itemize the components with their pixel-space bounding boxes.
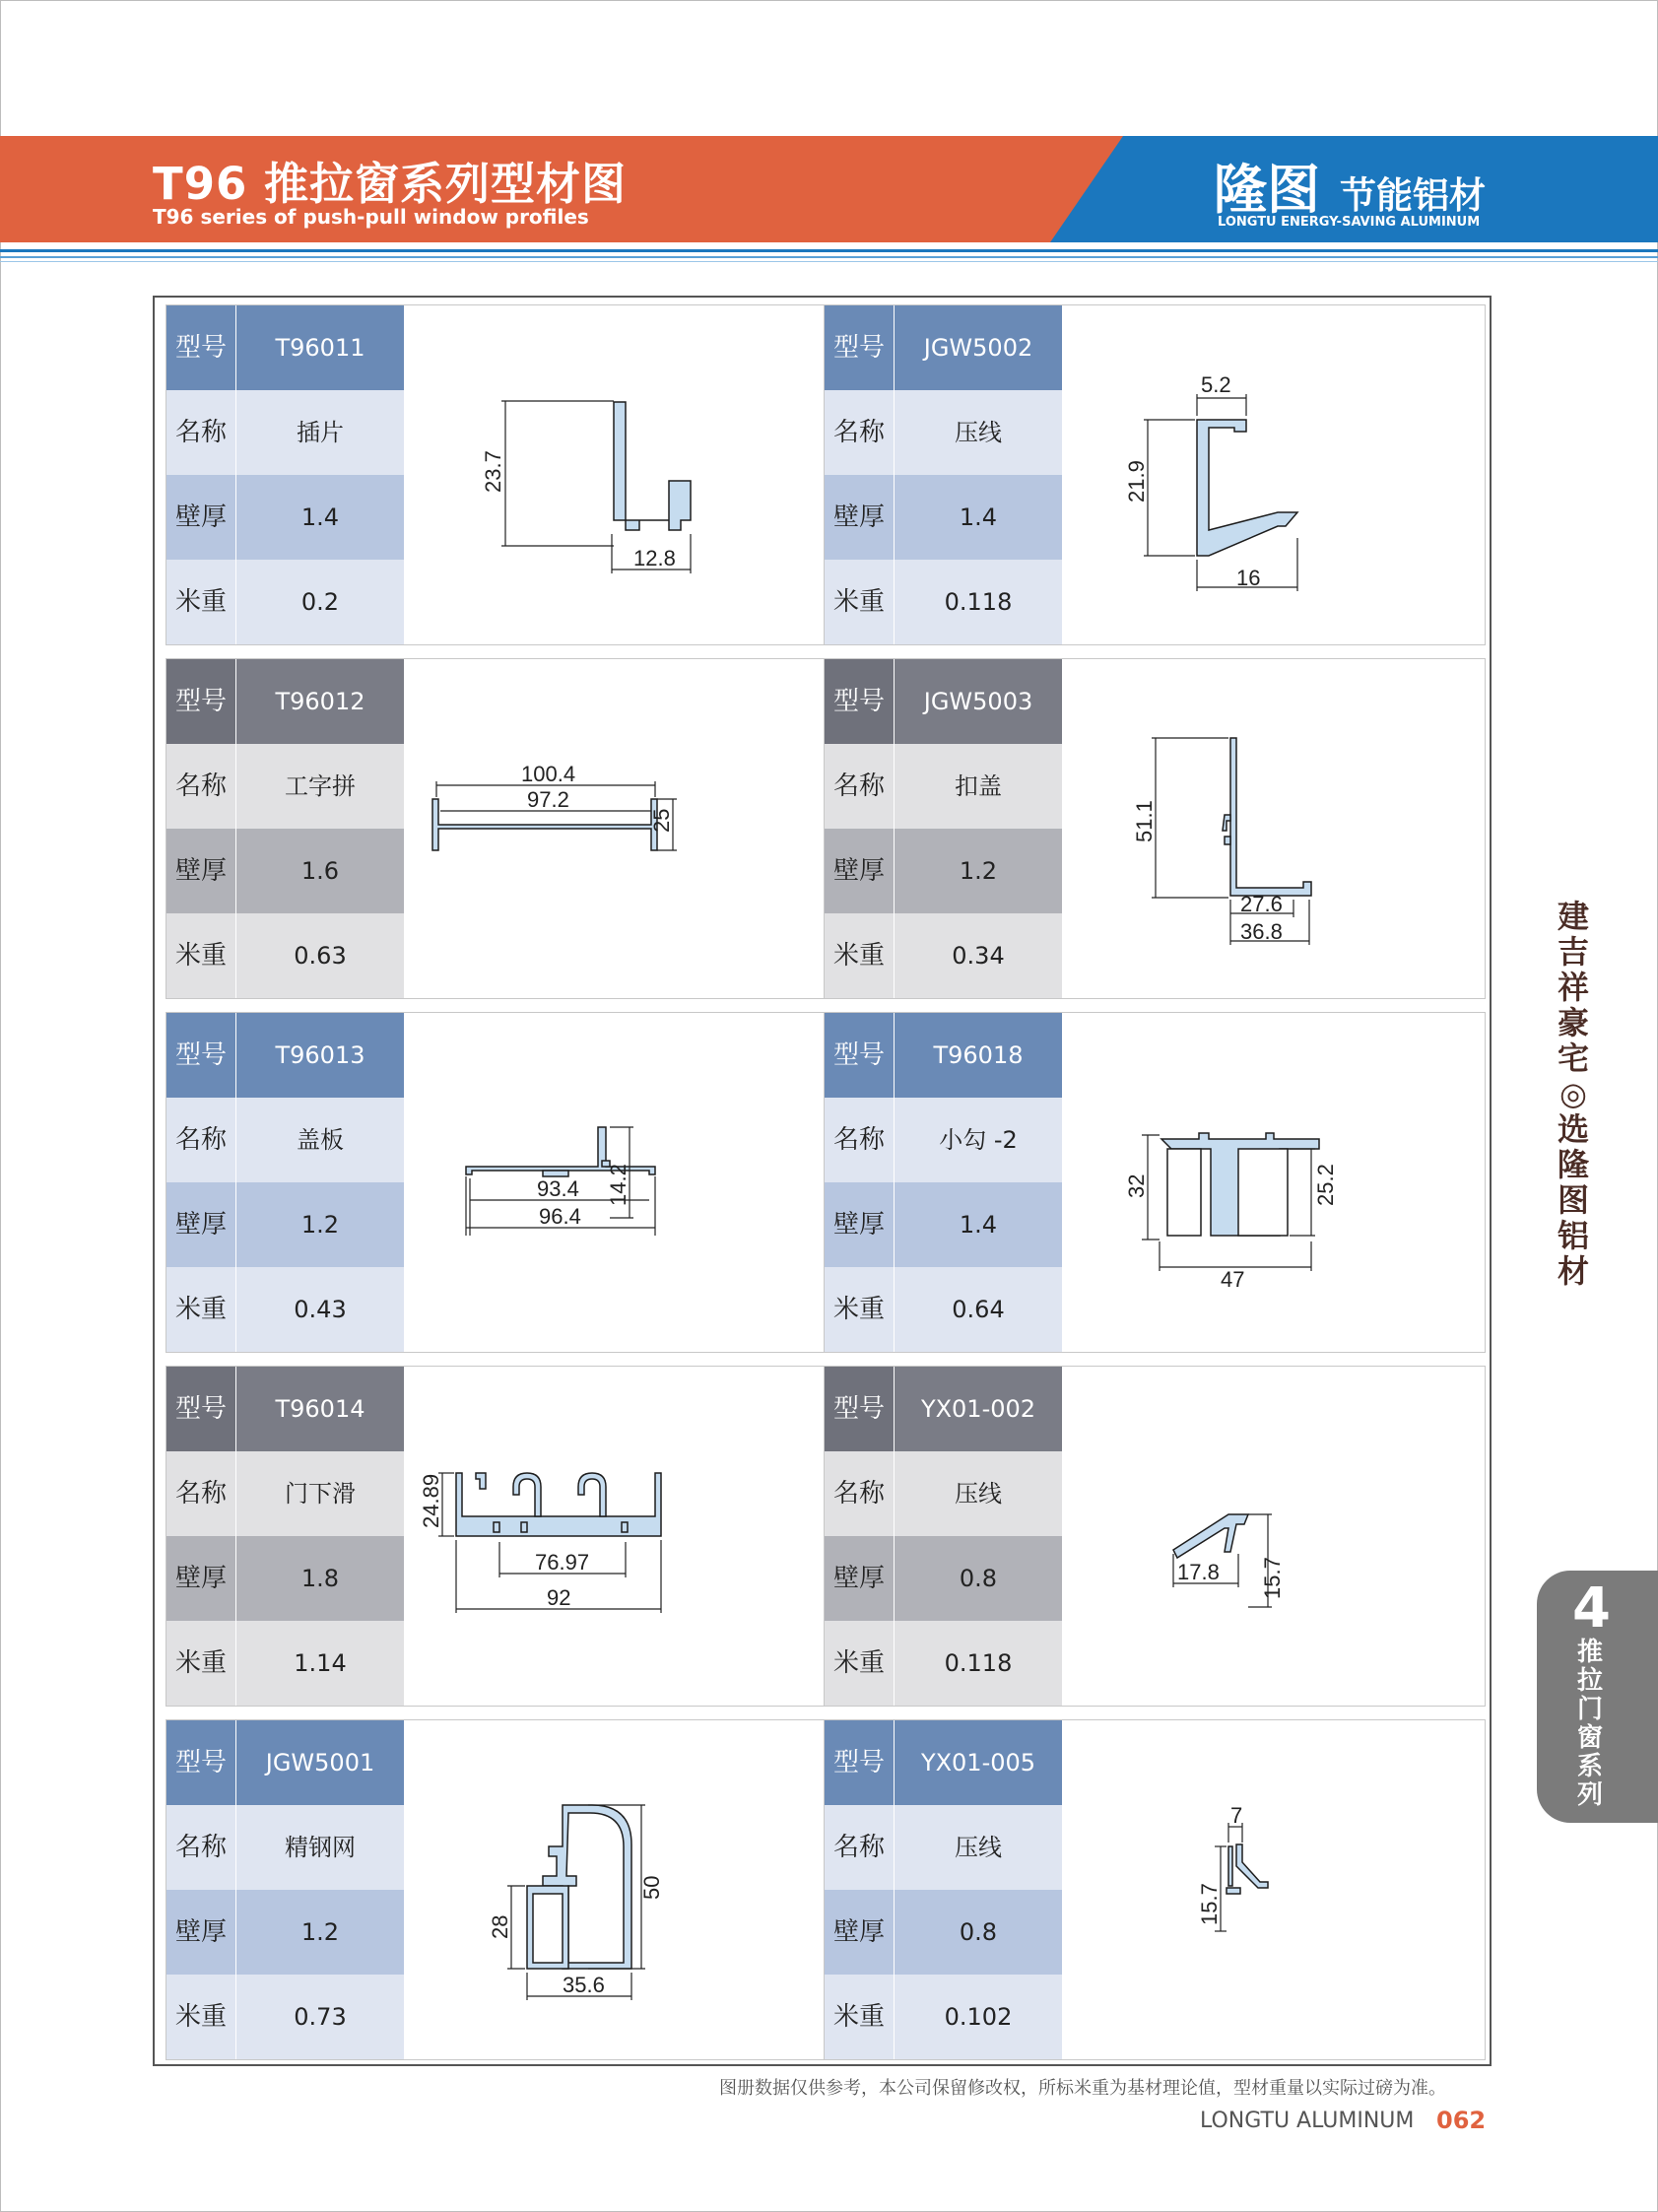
dimension-label: 25	[649, 808, 674, 833]
profile-grid	[153, 296, 1492, 2066]
name-label: 名称	[825, 1098, 894, 1182]
weight-label: 米重	[825, 560, 894, 644]
profile-card	[166, 304, 828, 645]
dimension-label: 15.7	[1260, 1557, 1285, 1599]
name-value: 盖板	[236, 1098, 404, 1182]
dimension-label: 36.8	[1240, 919, 1283, 944]
model-label: 型号	[825, 659, 894, 744]
thickness-value: 1.2	[236, 1182, 404, 1267]
profile-drawing	[1063, 1013, 1485, 1352]
profile-drawing	[405, 1367, 827, 1706]
profile-drawing	[1063, 305, 1485, 644]
dimension-label: 15.7	[1197, 1883, 1222, 1925]
dimension-label: 7	[1230, 1803, 1243, 1828]
profile-card	[824, 1719, 1486, 2060]
weight-value: 0.73	[236, 1975, 404, 2059]
dimension-label: 93.4	[537, 1176, 579, 1201]
name-value: 精钢网	[236, 1805, 404, 1890]
thickness-label: 壁厚	[825, 829, 894, 913]
name-label: 名称	[166, 1805, 235, 1890]
chapter-tab-number: 4	[1572, 1576, 1611, 1641]
weight-label: 米重	[166, 1621, 235, 1706]
dimension-label: 25.2	[1313, 1164, 1338, 1206]
model-value: T96018	[895, 1013, 1062, 1098]
profile-drawing	[405, 1013, 827, 1352]
weight-value: 1.14	[236, 1621, 404, 1706]
footer-brand: LONGTU ALUMINUM	[1200, 2109, 1415, 2133]
dimension-label: 92	[547, 1585, 571, 1610]
model-value: JGW5003	[895, 659, 1062, 744]
thickness-label: 壁厚	[825, 1890, 894, 1975]
profile-drawing	[405, 659, 827, 998]
model-label: 型号	[825, 1367, 894, 1451]
name-label: 名称	[825, 390, 894, 475]
weight-value: 0.34	[895, 913, 1062, 998]
profile-card	[824, 304, 1486, 645]
name-label: 名称	[825, 744, 894, 829]
thickness-value: 1.2	[895, 829, 1062, 913]
dimension-label: 14.2	[606, 1164, 630, 1206]
thickness-label: 壁厚	[825, 475, 894, 560]
weight-label: 米重	[166, 913, 235, 998]
name-label: 名称	[825, 1451, 894, 1536]
thickness-label: 壁厚	[166, 1890, 235, 1975]
chapter-tab-label: 推拉门窗系列	[1576, 1638, 1603, 1810]
weight-label: 米重	[166, 1975, 235, 2059]
profile-card	[166, 1366, 828, 1707]
model-label: 型号	[166, 659, 235, 744]
profile-card	[824, 658, 1486, 999]
dimension-label: 51.1	[1132, 800, 1157, 842]
dimension-label: 16	[1236, 566, 1261, 590]
weight-value: 0.64	[895, 1267, 1062, 1352]
dimension-label: 5.2	[1201, 372, 1231, 397]
dimension-label: 47	[1221, 1267, 1245, 1292]
name-label: 名称	[166, 390, 235, 475]
profile-card	[166, 658, 828, 999]
dimension-label: 27.6	[1240, 892, 1283, 916]
profile-drawing	[1063, 1720, 1485, 2059]
weight-value: 0.43	[236, 1267, 404, 1352]
name-value: 插片	[236, 390, 404, 475]
header-rule	[0, 261, 1658, 262]
page-number: 062	[1436, 2107, 1487, 2134]
page-subtitle: T96 series of push-pull window profiles	[153, 205, 589, 229]
name-value: 门下滑	[236, 1451, 404, 1536]
name-value: 工字拼	[236, 744, 404, 829]
weight-value: 0.102	[895, 1975, 1062, 2059]
weight-label: 米重	[825, 1975, 894, 2059]
profile-drawing	[405, 1720, 827, 2059]
page-title: T96 推拉窗系列型材图	[153, 158, 627, 210]
name-value: 压线	[895, 390, 1062, 475]
weight-label: 米重	[166, 560, 235, 644]
model-label: 型号	[166, 1720, 235, 1805]
profile-card	[824, 1366, 1486, 1707]
model-value: T96012	[236, 659, 404, 744]
dimension-label: 23.7	[481, 450, 505, 493]
thickness-label: 壁厚	[166, 1536, 235, 1621]
thickness-value: 1.4	[895, 1182, 1062, 1267]
brand-tagline: LONGTU ENERGY-SAVING ALUMINUM	[1218, 215, 1481, 230]
model-value: YX01-005	[895, 1720, 1062, 1805]
model-value: JGW5001	[236, 1720, 404, 1805]
profile-card	[824, 1012, 1486, 1353]
thickness-value: 0.8	[895, 1890, 1062, 1975]
name-value: 压线	[895, 1805, 1062, 1890]
profile-drawing	[1063, 659, 1485, 998]
thickness-label: 壁厚	[825, 1536, 894, 1621]
thickness-value: 1.4	[895, 475, 1062, 560]
dimension-label: 12.8	[633, 546, 676, 570]
thickness-label: 壁厚	[166, 829, 235, 913]
model-value: JGW5002	[895, 305, 1062, 390]
brand-logo-second: 节能铝材	[1340, 174, 1486, 217]
dimension-label: 35.6	[563, 1973, 605, 1997]
weight-label: 米重	[166, 1267, 235, 1352]
thickness-value: 0.8	[895, 1536, 1062, 1621]
model-label: 型号	[166, 1013, 235, 1098]
model-label: 型号	[166, 1367, 235, 1451]
weight-label: 米重	[825, 1267, 894, 1352]
dimension-label: 17.8	[1177, 1560, 1220, 1584]
profile-drawing	[1063, 1367, 1485, 1706]
model-value: T96011	[236, 305, 404, 390]
name-value: 小勾 -2	[895, 1098, 1062, 1182]
model-label: 型号	[166, 305, 235, 390]
name-label: 名称	[166, 1098, 235, 1182]
model-label: 型号	[825, 1013, 894, 1098]
thickness-label: 壁厚	[825, 1182, 894, 1267]
thickness-value: 1.8	[236, 1536, 404, 1621]
profile-card	[166, 1012, 828, 1353]
profile-card	[166, 1719, 828, 2060]
thickness-value: 1.2	[236, 1890, 404, 1975]
dimension-label: 76.97	[535, 1550, 590, 1575]
name-value: 压线	[895, 1451, 1062, 1536]
weight-value: 0.63	[236, 913, 404, 998]
side-slogan: 建吉祥豪宅◎选隆图铝材	[1557, 898, 1589, 1290]
dimension-label: 97.2	[527, 787, 569, 812]
weight-value: 0.118	[895, 560, 1062, 644]
name-label: 名称	[825, 1805, 894, 1890]
thickness-label: 壁厚	[166, 475, 235, 560]
profile-drawing	[405, 305, 827, 644]
model-value: T96014	[236, 1367, 404, 1451]
dimension-label: 32	[1124, 1173, 1149, 1198]
dimension-label: 28	[488, 1914, 512, 1939]
brand-logo-main: 隆图	[1214, 159, 1320, 221]
header-rule	[0, 249, 1658, 252]
dimension-label: 100.4	[521, 762, 576, 786]
thickness-label: 壁厚	[166, 1182, 235, 1267]
weight-label: 米重	[825, 1621, 894, 1706]
name-label: 名称	[166, 1451, 235, 1536]
model-value: YX01-002	[895, 1367, 1062, 1451]
dimension-label: 24.89	[419, 1473, 443, 1528]
weight-label: 米重	[825, 913, 894, 998]
name-label: 名称	[166, 744, 235, 829]
thickness-value: 1.6	[236, 829, 404, 913]
dimension-label: 50	[639, 1875, 664, 1900]
model-value: T96013	[236, 1013, 404, 1098]
model-label: 型号	[825, 1720, 894, 1805]
dimension-label: 21.9	[1124, 460, 1149, 503]
model-label: 型号	[825, 305, 894, 390]
header-rule	[0, 256, 1658, 258]
weight-value: 0.2	[236, 560, 404, 644]
dimension-label: 96.4	[539, 1204, 581, 1229]
weight-value: 0.118	[895, 1621, 1062, 1706]
thickness-value: 1.4	[236, 475, 404, 560]
footer-disclaimer: 图册数据仅供参考，本公司保留修改权，所标米重为基材理论值，型材重量以实际过磅为准。	[719, 2078, 1446, 2099]
name-value: 扣盖	[895, 744, 1062, 829]
